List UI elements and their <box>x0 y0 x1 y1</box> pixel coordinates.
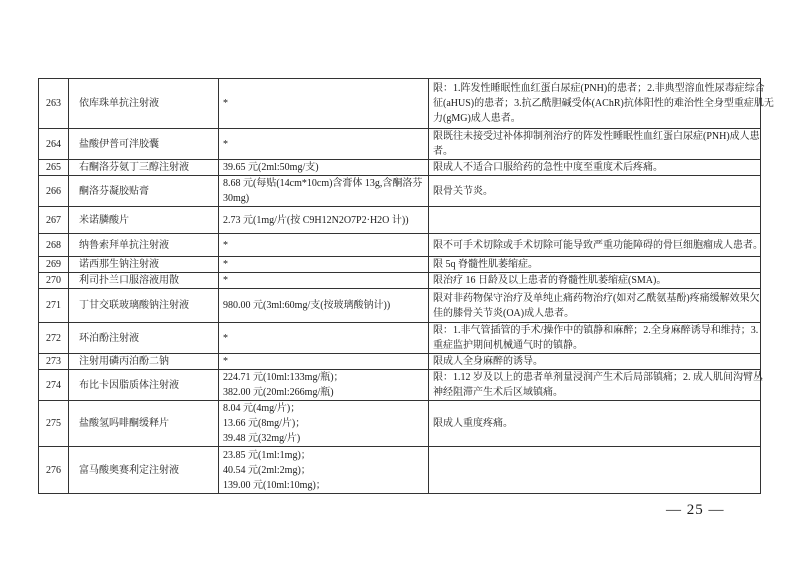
payment-standard <box>219 160 429 176</box>
page-number: — 25 — <box>666 502 725 518</box>
restriction-line: 限既往未接受过补体抑制剂治疗的阵发性睡眠性血红蛋白尿症(PNH)成人患 <box>433 131 760 142</box>
restriction-line: 限：1.12 岁及以上的患者单剂量浸润产生术后局部镇痛；2. 成人肌间沟臂丛 <box>433 372 763 383</box>
price-line: 2.73 元(1mg/片(按 C9H12N2O7P2·H2O 计)) <box>223 214 409 226</box>
payment-standard <box>219 79 429 129</box>
row-number: 272 <box>39 323 69 354</box>
restriction <box>429 129 761 160</box>
row-number: 265 <box>39 160 69 176</box>
payment-standard <box>219 257 429 273</box>
payment-standard <box>219 273 429 289</box>
row-number: 266 <box>39 176 69 207</box>
restriction-line: 限 5q 脊髓性肌萎缩症。 <box>433 259 538 270</box>
restriction-line: 限骨关节炎。 <box>433 185 493 197</box>
table-row <box>39 257 761 273</box>
row-number: 275 <box>39 401 69 447</box>
price-line: 382.00 元(20ml:266mg/瓶) <box>223 387 334 398</box>
restriction-line: 限成人重度疼痛。 <box>433 418 513 429</box>
price-line: 23.85 元(1ml:1mg)； <box>223 449 311 461</box>
restriction-line: 限成人不适合口服给药的急性中度至重度术后疼痛。 <box>433 162 663 173</box>
table-row <box>39 273 761 289</box>
table-row <box>39 323 761 354</box>
restriction <box>429 257 761 273</box>
restriction-line: 力(gMG)成人患者。 <box>433 113 521 124</box>
row-number: 268 <box>39 234 69 257</box>
drug-name: 诺西那生钠注射液 <box>69 257 219 273</box>
price-line: 139.00 元(10ml:10mg)； <box>223 479 326 491</box>
restriction-line: 限对非药物保守治疗及单纯止痛药物治疗(如对乙酰氨基酚)疼痛缓解效果欠 <box>433 292 760 304</box>
restriction <box>429 289 761 323</box>
price-line: 30mg) <box>223 193 250 204</box>
restriction-line: 征(aHUS)的患者；3.抗乙酰胆碱受体(AChR)抗体阳性的难治性全身型重症肌无 <box>433 98 774 109</box>
table-row <box>39 207 761 234</box>
table-row <box>39 354 761 370</box>
row-number: 276 <box>39 447 69 494</box>
drug-table <box>38 78 774 494</box>
restriction <box>429 234 761 257</box>
restriction <box>429 401 761 447</box>
drug-name: 依库珠单抗注射液 <box>69 79 219 129</box>
drug-name: 盐酸伊普可泮胶囊 <box>69 129 219 160</box>
price-line: * <box>223 259 228 270</box>
drug-name: 丁甘交联玻璃酸钠注射液 <box>69 289 219 323</box>
drug-name: 布比卡因脂质体注射液 <box>69 370 219 401</box>
restriction <box>429 447 761 494</box>
price-line: * <box>223 98 228 109</box>
row-number: 273 <box>39 354 69 370</box>
drug-name: 利司扑兰口服溶液用散 <box>69 273 219 289</box>
restriction-line: 限：1.阵发性睡眠性血红蛋白尿症(PNH)的患者；2.非典型溶血性尿毒症综合 <box>433 83 765 94</box>
row-number: 264 <box>39 129 69 160</box>
drug-name: 纳鲁索拜单抗注射液 <box>69 234 219 257</box>
price-line: 8.04 元(4mg/片)； <box>223 403 301 414</box>
row-number: 267 <box>39 207 69 234</box>
drug-name: 酮洛芬凝胶贴膏 <box>69 176 219 207</box>
row-number: 270 <box>39 273 69 289</box>
row-number: 263 <box>39 79 69 129</box>
price-line: * <box>223 275 228 286</box>
table-row <box>39 129 761 160</box>
table-row <box>39 176 761 207</box>
payment-standard <box>219 176 429 207</box>
restriction-line: 限成人全身麻醉的诱导。 <box>433 356 543 367</box>
restriction <box>429 354 761 370</box>
drug-name: 富马酸奥赛利定注射液 <box>69 447 219 494</box>
restriction <box>429 176 761 207</box>
table-row <box>39 234 761 257</box>
restriction-line: 者。 <box>433 146 453 157</box>
drug-name: 右酮洛芬氨丁三醇注射液 <box>69 160 219 176</box>
price-line: 224.71 元(10ml:133mg/瓶)； <box>223 372 344 383</box>
drug-name: 环泊酚注射液 <box>69 323 219 354</box>
payment-standard <box>219 370 429 401</box>
table-row <box>39 160 761 176</box>
drug-name: 盐酸氢吗啡酮缓释片 <box>69 401 219 447</box>
restriction-line: 限：1.非气管插管的手术/操作中的镇静和麻醉；2.全身麻醉诱导和维持；3. <box>433 325 759 336</box>
restriction-line: 神经阻滞产生术后区域镇痛。 <box>433 387 563 398</box>
payment-standard <box>219 447 429 494</box>
table-row <box>39 289 761 323</box>
price-line: * <box>223 356 228 367</box>
payment-standard <box>219 207 429 234</box>
restriction <box>429 160 761 176</box>
restriction <box>429 207 761 234</box>
price-line: 39.48 元(32mg/片) <box>223 433 301 444</box>
restriction-line: 限不可手术切除或手术切除可能导致严重功能障碍的骨巨细胞瘤成人患者。 <box>433 239 763 251</box>
price-line: 40.54 元(2ml:2mg)； <box>223 464 311 476</box>
row-number: 274 <box>39 370 69 401</box>
restriction <box>429 323 761 354</box>
table-row <box>39 401 761 447</box>
table-row <box>39 370 761 401</box>
restriction <box>429 370 761 401</box>
price-line: * <box>223 138 228 150</box>
restriction-line: 重症监护期间机械通气时的镇静。 <box>433 340 583 351</box>
table-row <box>39 447 761 494</box>
price-line: 980.00 元(3ml:60mg/支(按玻璃酸钠计)) <box>223 300 391 311</box>
restriction-line: 佳的膝骨关节炎(OA)成人患者。 <box>433 307 575 319</box>
payment-standard <box>219 234 429 257</box>
drug-name: 米诺膦酸片 <box>69 207 219 234</box>
price-line: 8.68 元(每贴(14cm*10cm)含膏体 13g,含酮洛芬 <box>223 178 423 189</box>
table-row <box>39 79 761 129</box>
restriction <box>429 79 774 129</box>
row-number: 271 <box>39 289 69 323</box>
price-line: * <box>223 239 228 251</box>
price-line: * <box>223 332 228 344</box>
price-line: 39.65 元(2ml:50mg/支) <box>223 162 319 173</box>
price-line: 13.66 元(8mg/片)； <box>223 418 306 429</box>
row-number: 269 <box>39 257 69 273</box>
payment-standard <box>219 354 429 370</box>
restriction <box>429 273 761 289</box>
restriction-line: 限治疗 16 日龄及以上患者的脊髓性肌萎缩症(SMA)。 <box>433 275 667 286</box>
payment-standard <box>219 129 429 160</box>
payment-standard <box>219 401 429 447</box>
drug-table-body <box>39 79 774 494</box>
drug-name: 注射用磷丙泊酚二钠 <box>69 354 219 370</box>
payment-standard <box>219 289 429 323</box>
payment-standard <box>219 323 429 354</box>
